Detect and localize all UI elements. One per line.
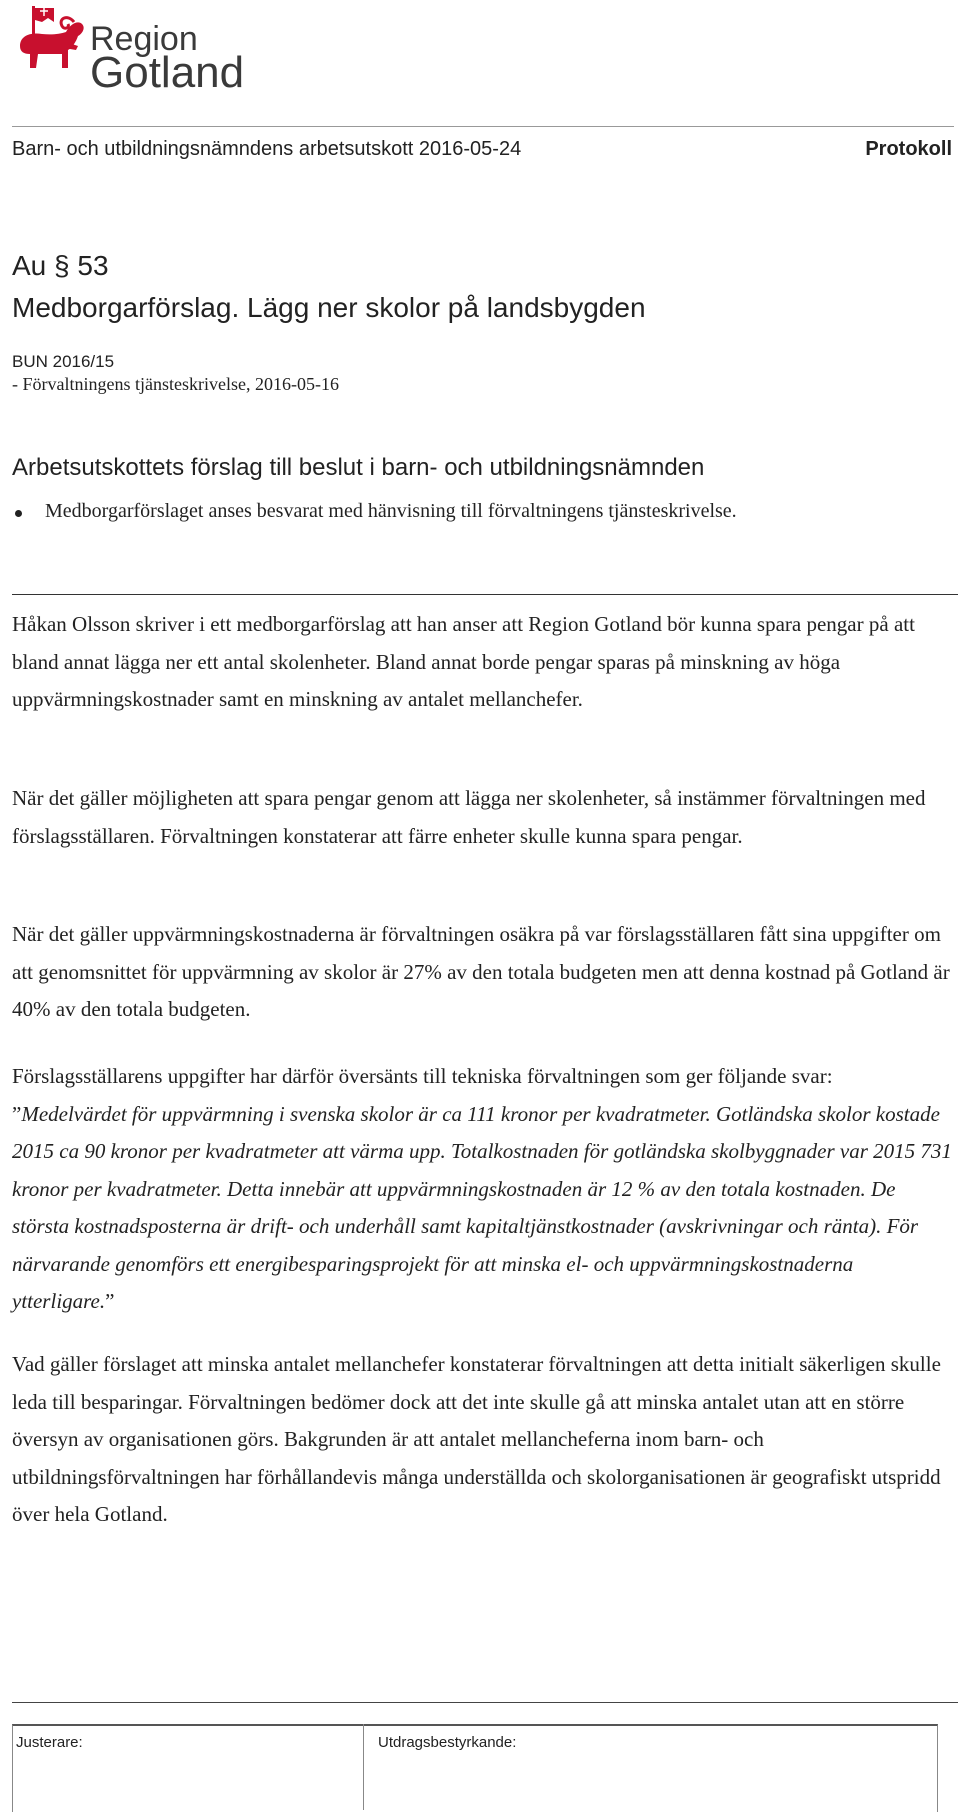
bullet-icon xyxy=(15,510,22,517)
footer-divider xyxy=(12,1702,958,1703)
proposal-heading: Arbetsutskottets förslag till beslut i barn- och utbildningsnämnden xyxy=(12,454,705,481)
body-paragraph-4 xyxy=(12,1058,952,1321)
quote-intro: Förslagsställarens uppgifter har därför översänts till tekniska förvaltningen som ger följande svar: ” xyxy=(12,1064,833,1126)
signature-box-divider xyxy=(363,1724,364,1810)
adjuster-label: Justerare: xyxy=(16,1734,83,1751)
reference-document: - Förvaltningens tjänsteskrivelse, 2016-05-16 xyxy=(12,374,339,394)
logo-word-gotland: Gotland xyxy=(90,48,245,97)
paragraph-number: Au § 53 xyxy=(12,250,109,281)
quoted-response: Medelvärdet för uppvärmning i svenska skolor är ca 111 kronor per kvadratmeter. Gotländska skolor kostade 2015 ca 90 kronor per kvadratmeter att värma upp. Totalkostnaden för gotländska skolbyggnader var 2015 731 kronor per kvadratmeter. Detta innebär att uppvärmningskostnaden är 12 % av den totala kostnaden. De största kostnadsposterna är drift- och underhåll samt kapitaltjänstkostnader (avskrivningar och ränta). För närvarande genomförs ett energibesparingsprojekt för att minska el- och uppvärmningskostnaderna ytterligare. xyxy=(12,1101,952,1313)
body-paragraph-3: När det gäller uppvärmningskostnaderna är förvaltningen osäkra på var förslagsställaren fått sina uppgifter om att genomsnittet för uppvärmning av skolor är 27% av den totala budgeten men att denna kostnad på Gotland är 40% av den totala budgeten. xyxy=(12,922,950,1021)
logo-word-region: Region xyxy=(90,20,198,58)
proposal-bullet: Medborgarförslaget anses besvarat med hänvisning till förvaltningens tjänsteskrivelse. xyxy=(45,500,737,522)
quote-close: ” xyxy=(105,1289,115,1313)
page-title: Medborgarförslag. Lägg ner skolor på landsbygden xyxy=(12,292,646,323)
case-number: BUN 2016/15 xyxy=(12,352,115,371)
certifier-label: Utdragsbestyrkande: xyxy=(378,1734,517,1751)
body-paragraph-5: Vad gäller förslaget att minska antalet mellanchefer konstaterar förvaltningen att detta initialt säkerligen skulle leda till besparingar. Förvaltningen bedömer dock att det inte skulle gå att minska antalet utan att en större översyn av organisationen görs. Bakgrunden är att antalet mellancheferna inom barn- och utbildningsförvaltningen har förhållandevis många underställda och skolorganisationen är geografiskt utspridd över hela Gotland. xyxy=(12,1352,941,1526)
document-type: Protokoll xyxy=(865,138,952,160)
body-paragraph-2: När det gäller möjligheten att spara pengar genom att lägga ner skolenheter, så instämmer förvaltningen med förslagsställaren. Förvaltningen konstaterar att färre enheter skulle kunna spara pengar. xyxy=(12,786,926,848)
header-divider xyxy=(12,126,954,127)
body-divider xyxy=(12,594,958,595)
meeting-name: Barn- och utbildningsnämndens arbetsutskott 2016-05-24 xyxy=(12,138,522,160)
body-paragraph-1: Håkan Olsson skriver i ett medborgarförslag att han anser att Region Gotland bör kunna spara pengar på att bland annat lägga ner ett antal skolenheter. Bland annat borde pengar sparas på minskning av höga uppvärmningskostnader samt en minskning av antalet mellanchefer. xyxy=(12,612,915,711)
ram-emblem-icon xyxy=(12,2,92,88)
region-gotland-logo xyxy=(12,2,245,97)
